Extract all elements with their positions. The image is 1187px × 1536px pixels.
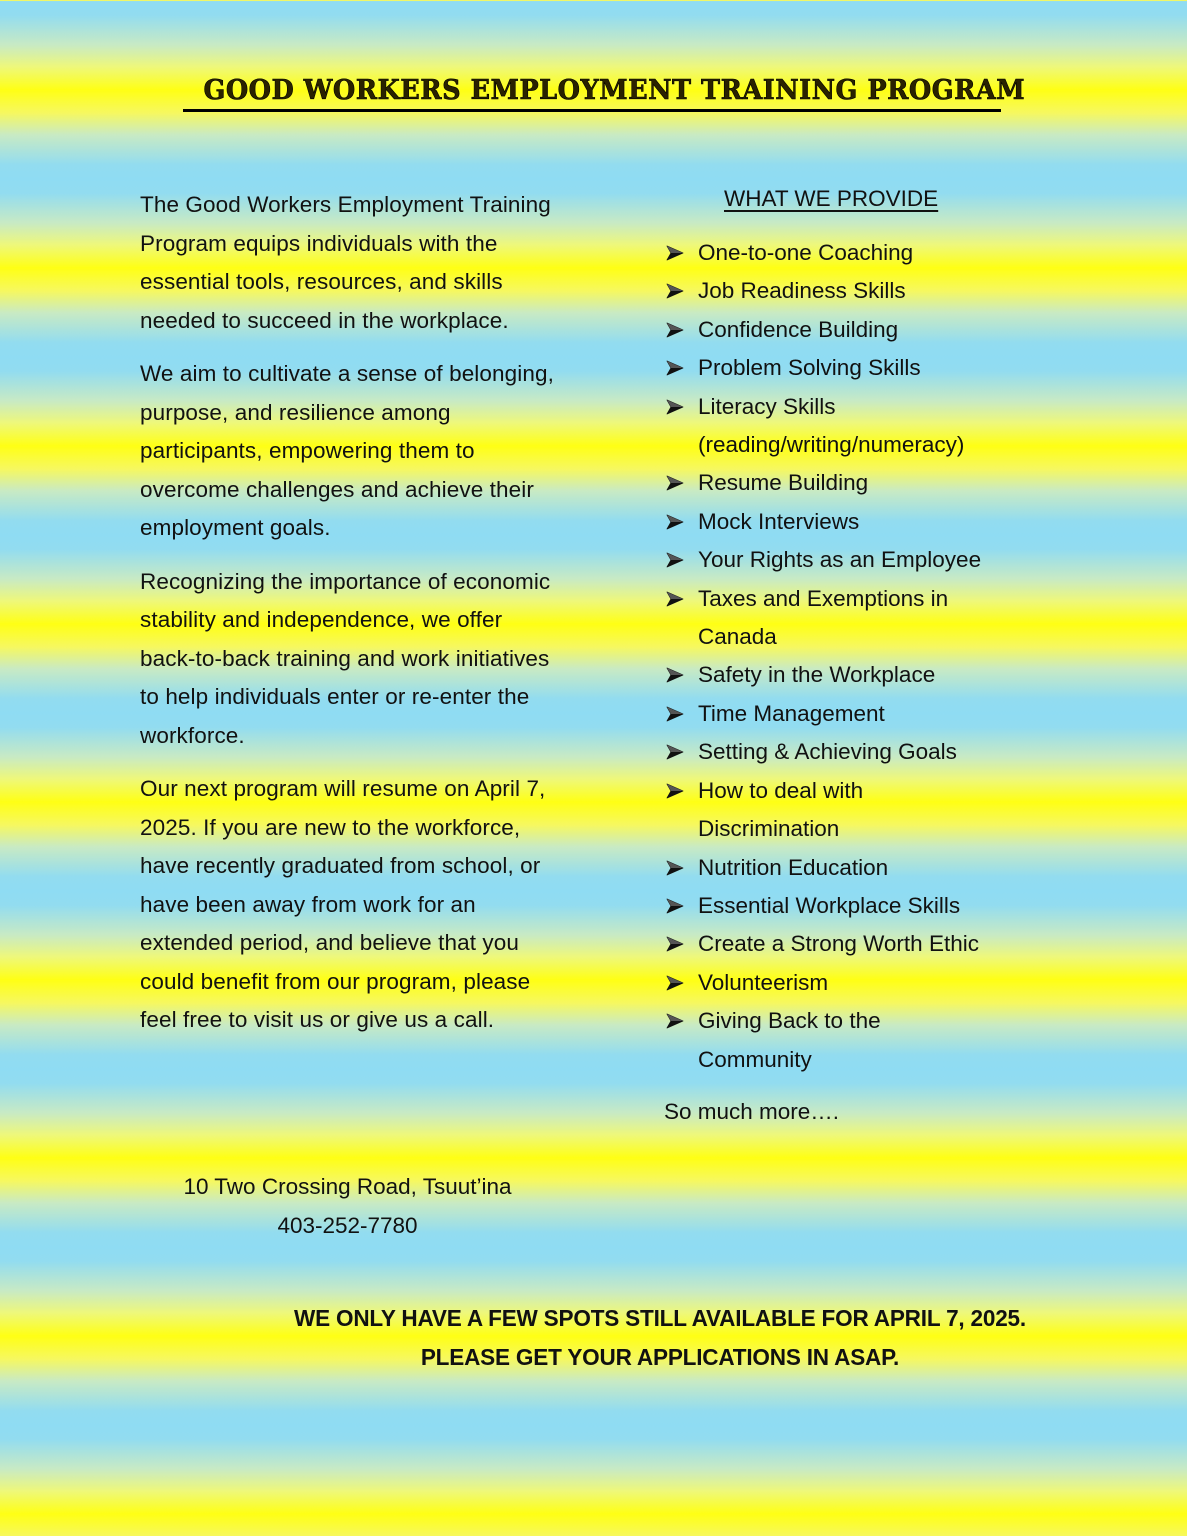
arrowhead-bullet-icon (666, 234, 686, 272)
list-item-text-continued: (reading/writing/numeracy) (698, 432, 965, 458)
provide-item (664, 272, 1064, 310)
provide-item (664, 541, 1064, 579)
arrowhead-bullet-icon (666, 349, 686, 387)
provide-item (664, 733, 1064, 771)
title-underline (183, 109, 1001, 112)
list-item-text: Taxes and Exemptions in (698, 585, 949, 611)
list-item-text: Literacy Skills (698, 393, 836, 419)
provide-item (664, 349, 1064, 387)
list-item-text-continued: Community (698, 1046, 812, 1072)
arrowhead-bullet-icon (666, 541, 686, 579)
arrowhead-bullet-icon (666, 849, 686, 887)
arrowhead-bullet-icon (666, 887, 686, 925)
list-item-text: Time Management (698, 700, 885, 726)
provide-item (664, 388, 1064, 465)
availability-notice (209, 1299, 1111, 1377)
arrowhead-bullet-icon (666, 656, 686, 694)
list-item-text: Job Readiness Skills (698, 278, 906, 304)
provide-item (664, 464, 1064, 502)
arrowhead-bullet-icon (666, 272, 686, 310)
arrowhead-bullet-icon (666, 925, 686, 963)
provide-item (664, 656, 1064, 694)
provide-item (664, 772, 1064, 849)
arrowhead-bullet-icon (666, 772, 686, 810)
provide-item (664, 311, 1064, 349)
provide-item (664, 1002, 1064, 1079)
arrowhead-bullet-icon (666, 695, 686, 733)
contact-block (140, 1168, 555, 1245)
arrowhead-bullet-icon (666, 503, 686, 541)
list-item-text: Problem Solving Skills (698, 355, 921, 381)
arrowhead-bullet-icon (666, 733, 686, 771)
intro-paragraph-4: Our next program will resume on April 7, 2025. If you are new to the workforce, have recently graduated from school, or have been away from work for an extended period, and believe that you could benefit from our program, please feel free to visit us or give us a call. (140, 776, 546, 1032)
list-item-text: Safety in the Workplace (698, 662, 936, 688)
contact-phone: 403-252-7780 (277, 1212, 418, 1238)
notice-line-2: PLEASE GET YOUR APPLICATIONS IN ASAP. (420, 1344, 900, 1370)
list-item-text: Giving Back to the (698, 1008, 881, 1034)
arrowhead-bullet-icon (666, 311, 686, 349)
intro-paragraph-3: Recognizing the importance of economic stability and independence, we offer back-to-back training and work initiatives to help individuals enter or re-enter the workforce. (140, 568, 551, 748)
provide-item (664, 503, 1064, 541)
provide-footer: So much more…. (664, 1099, 840, 1124)
intro-column (140, 186, 560, 1055)
provide-item (664, 695, 1064, 733)
arrowhead-bullet-icon (666, 964, 686, 1002)
list-item-text: Resume Building (698, 470, 869, 496)
provide-item (664, 964, 1064, 1002)
list-item-text: Essential Workplace Skills (698, 892, 961, 918)
list-item-text-continued: Discrimination (698, 816, 840, 842)
list-item-text: Setting & Achieving Goals (698, 739, 957, 765)
provide-item (664, 234, 1064, 272)
notice-line-1: WE ONLY HAVE A FEW SPOTS STILL AVAILABLE FOR APRIL 7, 2025. (294, 1305, 1026, 1331)
provide-item (664, 849, 1064, 887)
page-title: GOOD WORKERS EMPLOYMENT TRAINING PROGRAM (203, 75, 1026, 106)
list-item-text-continued: Canada (698, 624, 777, 650)
arrowhead-bullet-icon (666, 464, 686, 502)
provide-item (664, 925, 1064, 963)
provide-item (664, 887, 1064, 925)
arrowhead-bullet-icon (666, 388, 686, 426)
list-item-text: Nutrition Education (698, 854, 889, 880)
list-item-text: One-to-one Coaching (698, 240, 914, 265)
provide-list (664, 234, 1064, 1079)
list-item-text: Your Rights as an Employee (698, 547, 982, 573)
list-item-text: Create a Strong Worth Ethic (698, 931, 979, 957)
list-item-text: How to deal with (698, 777, 864, 803)
list-item-text: Volunteerism (698, 969, 829, 995)
contact-address: 10 Two Crossing Road, Tsuut’ina (183, 1174, 512, 1199)
arrowhead-bullet-icon (666, 1002, 686, 1040)
provide-item (664, 580, 1064, 657)
arrowhead-bullet-icon (666, 580, 686, 618)
list-item-text: Confidence Building (698, 316, 899, 342)
intro-paragraph-1: The Good Workers Employment Training Program equips individuals with the essential tools, resources, and skills needed to succeed in the workplace. (140, 192, 551, 333)
intro-paragraph-2: We aim to cultivate a sense of belonging, purpose, and resilience among participants, empowering them to overcome challenges and achieve their employment goals. (140, 361, 554, 540)
provide-heading: WHAT WE PROVIDE (724, 186, 939, 211)
list-item-text: Mock Interviews (698, 508, 860, 534)
